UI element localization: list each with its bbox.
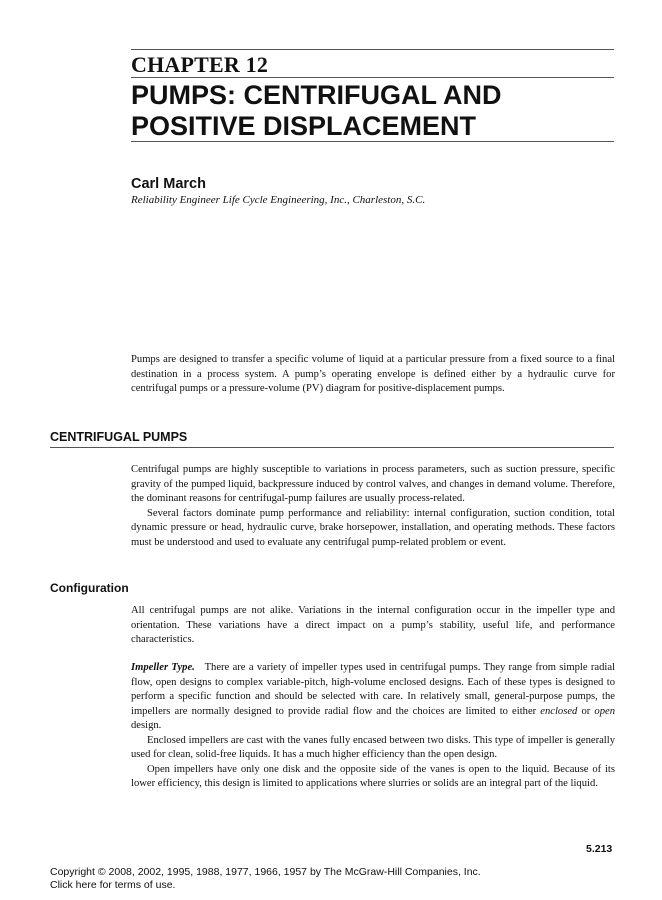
author-name: Carl March [131, 176, 206, 192]
centrifugal-paragraph-1: Centrifugal pumps are highly susceptible to variations in process parameters, such as suction pressure, specific gravity of the pumped liquid, backpressure induced by control valves, and changes in demand volume. Therefore, the dominant reasons for centrifugal-pump failures are usually process-related. [131, 464, 615, 504]
subsection-heading-configuration: Configuration [50, 581, 129, 595]
title-rule [131, 141, 614, 142]
configuration-paragraph: All centrifugal pumps are not alike. Variations in the internal configuration occur in the impeller type and orientation. These variations have a direct impact on a pump’s stability, useful life, and performance characteristics. [131, 605, 615, 645]
terms-of-use-link[interactable]: Click here for terms of use. [50, 878, 176, 891]
impeller-paragraph-3: Open impellers have only one disk and the opposite side of the vanes is open to the liquid. Because of its lower efficiency, this design is limited to applications where slurries or solids are an integral part of the liquid. [131, 763, 615, 789]
intro-paragraph: Pumps are designed to transfer a specific volume of liquid at a particular pressure from a fixed source to a final destination in a process system. A pump’s operating envelope is defined either by a hydraulic curve for centrifugal pumps or a pressure-volume (PV) diagram for positive-displacement pumps. [131, 354, 615, 394]
copyright-footer [50, 866, 481, 891]
impeller-text-b: design. [131, 720, 162, 731]
centrifugal-paragraph-2: Several factors dominate pump performance and reliability: internal configuration, suction condition, total dynamic pressure or head, hydraulic curve, brake horsepower, installation, and operating methods. These factors must be understood and used to evaluate any centrifugal pump-related problem or event. [131, 507, 615, 548]
impeller-text-a: There are a variety of impeller types used in centrifugal pumps. They range from simple radial flow, open designs to complex variable-pitch, high-volume enclosed designs. Each of these types is designed to perform a specific function and should be selected with care. In relatively small, general-purpose pumps, the impellers are normally designed to provide radial flow and the choices are limited to either [131, 662, 615, 717]
chapter-title-line2: POSITIVE DISPLACEMENT [131, 111, 477, 141]
centrifugal-body [131, 463, 615, 550]
section-rule [50, 447, 614, 448]
impeller-term-open: open [594, 705, 615, 717]
top-rule [131, 49, 614, 50]
copyright-notice: Copyright © 2008, 2002, 1995, 1988, 1977, 1966, 1957 by The McGraw-Hill Companies, Inc. [50, 866, 481, 878]
author-affiliation: Reliability Engineer Life Cycle Engineering, Inc., Charleston, S.C. [131, 194, 426, 206]
impeller-body [131, 661, 615, 792]
impeller-runin-heading: Impeller Type. [131, 662, 195, 673]
chapter-title [131, 80, 631, 142]
impeller-term-enclosed: enclosed [540, 705, 578, 717]
impeller-paragraph-1 [131, 662, 615, 731]
page-number: 5.213 [586, 843, 613, 855]
impeller-paragraph-2: Enclosed impellers are cast with the vanes fully encased between two disks. This type of impeller is generally used for clean, solid-free liquids. It has a much higher efficiency than the open design. [131, 734, 615, 760]
chapter-rule [131, 77, 614, 78]
chapter-label: CHAPTER 12 [131, 52, 269, 77]
section-heading-centrifugal: CENTRIFUGAL PUMPS [50, 430, 188, 444]
chapter-title-line1: PUMPS: CENTRIFUGAL AND [131, 80, 502, 110]
impeller-text-or: or [577, 705, 595, 717]
